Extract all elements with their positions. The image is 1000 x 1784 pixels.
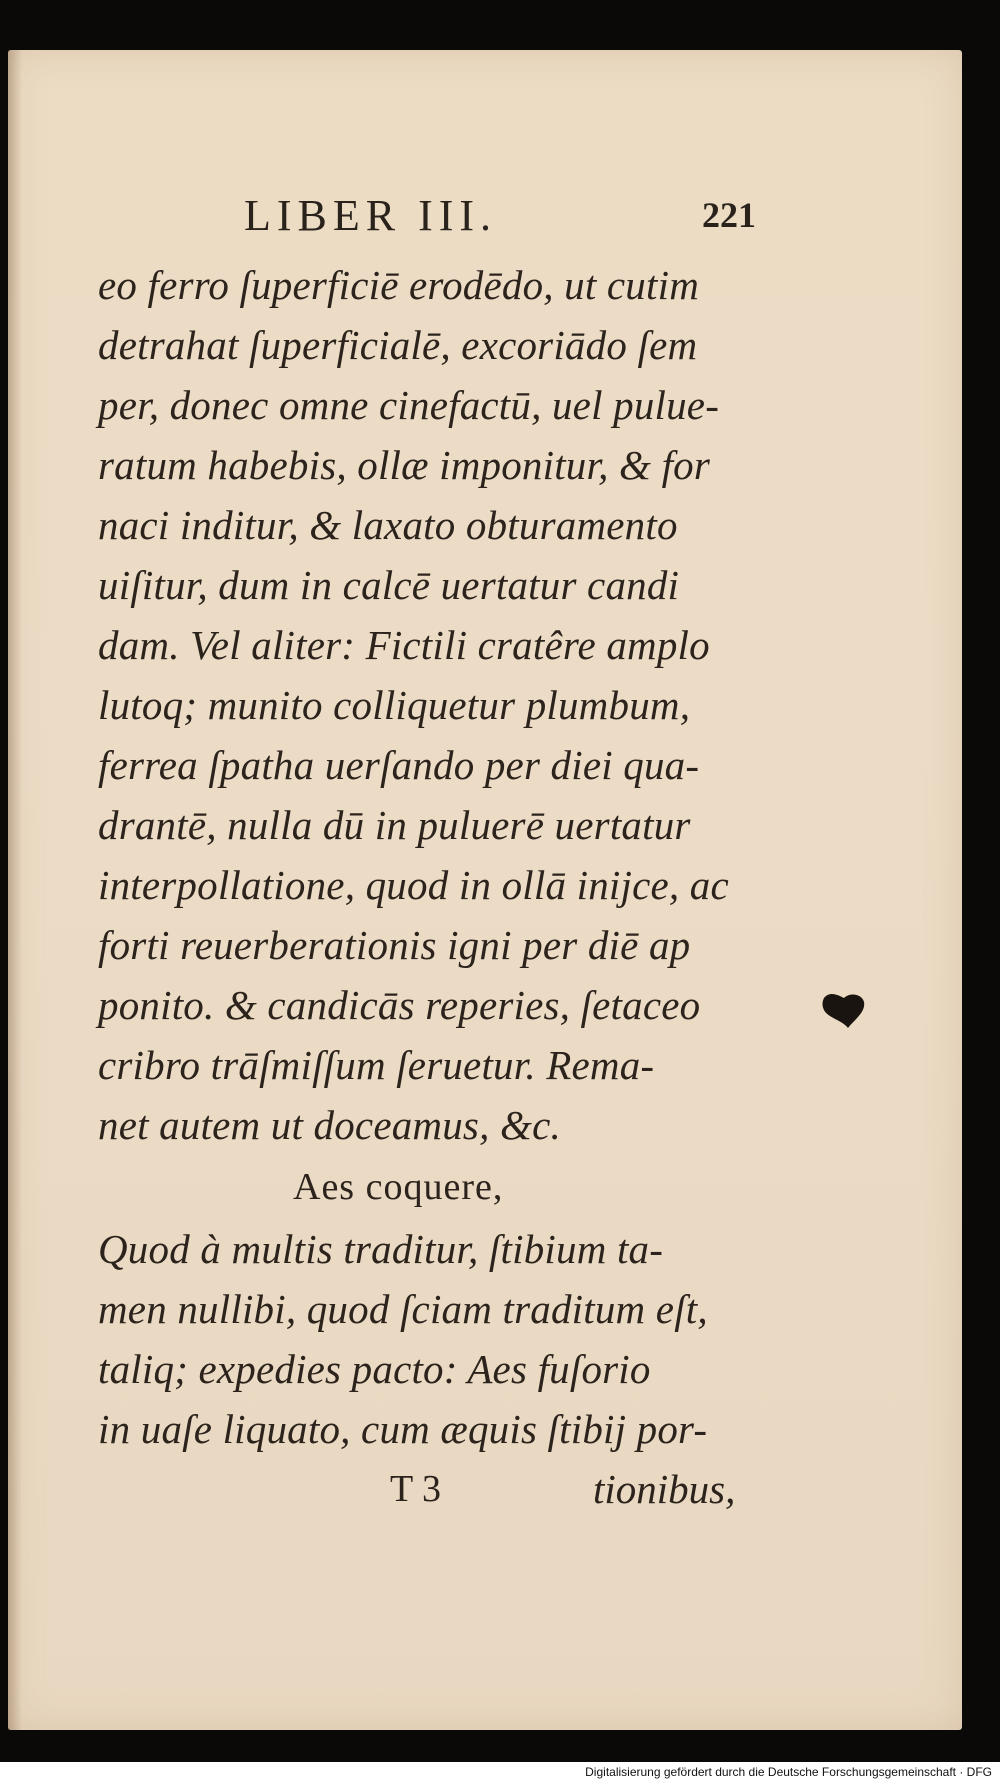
- signature-mark: T 3: [390, 1468, 442, 1510]
- text-line: ponito. & candicās reperies, ſetaceo: [98, 982, 701, 1028]
- text-line: taliq; expedies pacto: Aes fuſorio: [98, 1346, 651, 1392]
- catchword: tionibus,: [593, 1466, 736, 1512]
- text-line: Quod à multis traditur, ſtibium ta-: [98, 1226, 664, 1272]
- book-page: [8, 50, 962, 1730]
- text-line: in uaſe liquato, cum æquis ſtibij por-: [98, 1406, 708, 1452]
- text-line: per, donec omne cinefactū, uel pulue-: [98, 382, 720, 428]
- text-line: forti reuerberationis igni per diē ap: [98, 922, 691, 968]
- text-line: dam. Vel aliter: Fictili cratêre amplo: [98, 622, 710, 668]
- ink-blot-mark: [820, 990, 866, 1030]
- running-head: LIBER III.: [244, 191, 498, 240]
- page-footer-line: [98, 1459, 788, 1519]
- body-text: [98, 255, 788, 1519]
- text-line: men nullibi, quod ſciam traditum eſt,: [98, 1286, 708, 1332]
- section-heading: Aes coquere,: [293, 1166, 504, 1208]
- text-line: naci inditur, & laxato obturamento: [98, 502, 678, 548]
- text-line: ratum habebis, ollæ imponitur, & for: [98, 442, 711, 488]
- text-line: cribro trāſmiſſum ſeruetur. Rema-: [98, 1042, 655, 1088]
- text-line: ferrea ſpatha uerſando per diei qua-: [98, 742, 700, 788]
- text-line: uiſitur, dum in calcē uertatur candi: [98, 562, 680, 608]
- text-line: eo ferro ſuperficiē erodēdo, ut cutim: [98, 262, 699, 308]
- page-header: [8, 190, 962, 250]
- page-number: 221: [702, 195, 756, 235]
- text-line: lutoq; munito colliquetur plumbum,: [98, 682, 691, 728]
- digitization-footer: [0, 1762, 1000, 1784]
- text-line: detrahat ſuperficialē, excoriādo ſem: [98, 322, 698, 368]
- text-line: net autem ut doceamus, &c.: [98, 1102, 561, 1148]
- text-line: interpollatione, quod in ollā inijce, ac: [98, 862, 729, 908]
- text-line: drantē, nulla dū in puluerē uertatur: [98, 802, 691, 848]
- funding-credit: Digitalisierung gefördert durch die Deutsche Forschungsgemeinschaft · DFG: [585, 1765, 992, 1779]
